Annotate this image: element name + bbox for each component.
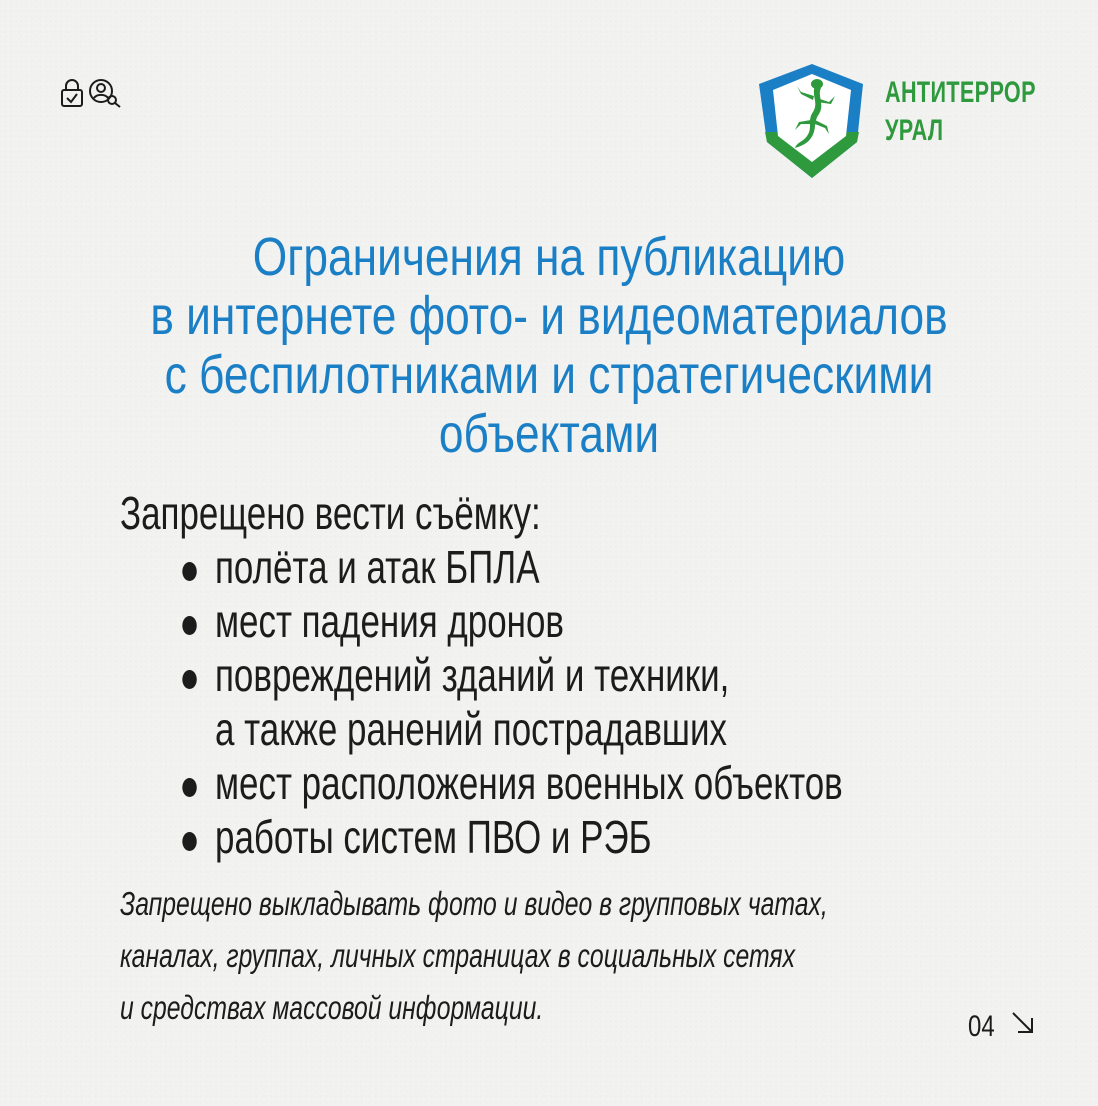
list-item-text: мест расположения военных объектов: [215, 757, 843, 809]
list-item-text: мест падения дронов: [215, 595, 564, 647]
user-search-icon: [88, 78, 122, 108]
note-line: и средствах массовой информации.: [120, 989, 544, 1026]
list-item: [182, 540, 1077, 594]
lock-check-icon: [60, 78, 84, 108]
list-item-text: работы систем ПВО и РЭБ: [215, 811, 652, 863]
title-line: в интернете фото- и видеоматериалов: [150, 286, 948, 346]
list-item: [182, 810, 1077, 864]
logo: [757, 62, 1047, 180]
list-heading: Запрещено вести съёмку:: [120, 487, 541, 539]
list-item-continuation: а также ранений пострадавших: [215, 703, 727, 755]
page-title: [148, 228, 950, 464]
note-line: Запрещено выкладывать фото и видео в групповых чатах,: [120, 885, 828, 922]
title-line: Ограничения на публикацию: [252, 227, 846, 287]
logo-line-1: АНТИТЕРРОР: [885, 76, 1036, 109]
top-icons: [60, 78, 122, 108]
list-item-text: полёта и атак БПЛА: [215, 541, 540, 593]
page-number: 04: [968, 1010, 995, 1043]
list-item: [182, 594, 1077, 648]
arrow-down-right-icon: [1010, 1010, 1036, 1044]
title-line: с беспилотниками и стратегическими: [164, 345, 934, 405]
logo-text: [885, 74, 1036, 150]
publication-note: [120, 878, 1080, 1034]
list-item-text: повреждений зданий и техники,: [215, 649, 730, 701]
list-item: [182, 648, 1077, 756]
list-item: [182, 756, 1077, 810]
shield-lizard-icon: [757, 62, 867, 180]
restrictions-list-block: [120, 486, 1080, 864]
title-line: объектами: [438, 404, 660, 464]
page-indicator: [968, 1010, 1036, 1044]
logo-line-2: УРАЛ: [885, 114, 944, 147]
restrictions-list: [120, 540, 1078, 864]
note-line: каналах, группах, личных страницах в социальных сетях: [120, 937, 795, 974]
